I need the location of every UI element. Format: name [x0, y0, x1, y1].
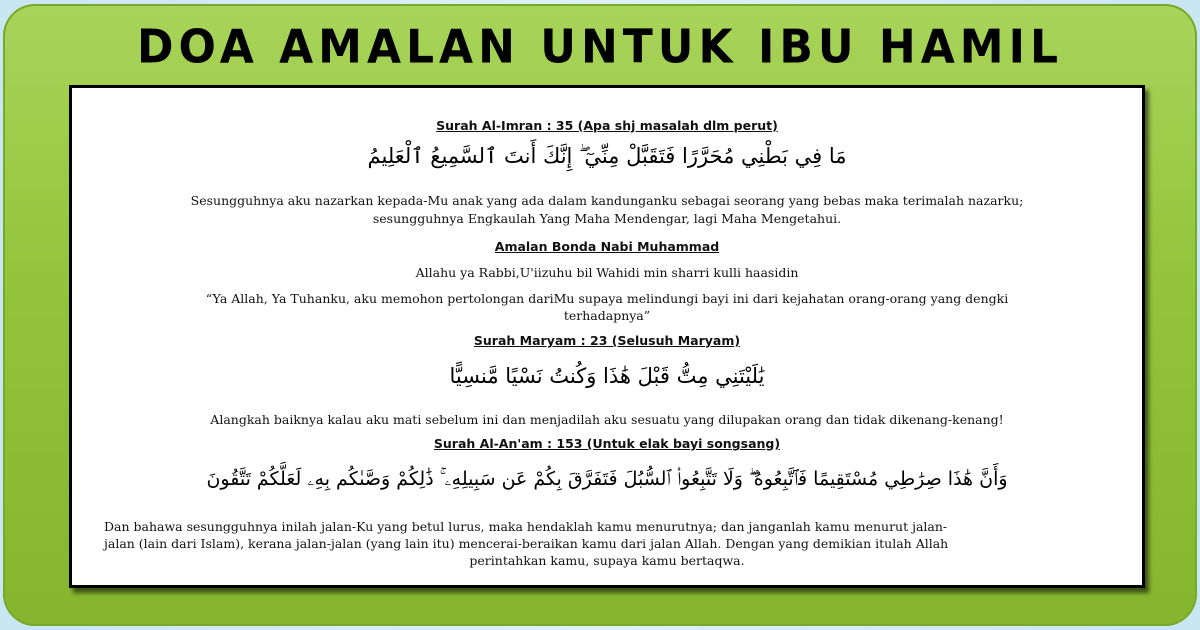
page-title: DOA AMALAN UNTUK IBU HAMIL [137, 20, 1063, 75]
transliteration-amalan-bonda: Allahu ya Rabbi,U'iizuhu bil Wahidi min sharri kulli haasidin [415, 265, 799, 280]
translation-al-imran-line1: Sesungguhnya aku nazarkan kepada-Mu anak yang ada dalam kandunganku sebagai seorang yang bebas maka terimalah nazarku; [190, 193, 1024, 208]
section-heading-al-imran: Surah Al-Imran : 35 (Apa shj masalah dlm perut) [436, 118, 778, 133]
section-heading-maryam: Surah Maryam : 23 (Selusuh Maryam) [473, 333, 741, 348]
section-heading-amalan-bonda: Amalan Bonda Nabi Muhammad [494, 239, 720, 254]
translation-al-anam-line2: jalan (lain dari Islam), kerana jalan-jalan (yang lain itu) mencerai-beraikan kamu dari jalan Allah. Dengan yang demikian itulah Allah [104, 536, 949, 551]
document-card [69, 85, 1145, 588]
translation-amalan-bonda-line1: “Ya Allah, Ya Tuhanku, aku memohon pertolongan dariMu supaya melindungi bayi ini dari kejahatan orang-orang yang dengki [205, 291, 1009, 306]
translation-al-anam-line3: perintahkan kamu, supaya kamu bertaqwa. [469, 553, 745, 568]
translation-al-anam-line1: Dan bahawa sesungguhnya inilah jalan-Ku yang betul lurus, maka hendaklah kamu menurutnya; dan janganlah kamu menurut jalan- [104, 519, 948, 534]
section-heading-al-anam: Surah Al-An'am : 153 (Untuk elak bayi songsang) [433, 436, 781, 451]
arabic-verse-maryam: يَٰلَيْتَنِي مِتُّ قَبْلَ هَٰذَا وَكُنتُ نَسْيًا مَّنسِيًّا [449, 364, 765, 388]
arabic-verse-al-imran: مَا فِي بَطْنِي مُحَرَّرًا فَتَقَبَّلْ مِنِّيٓ ۖ إِنَّكَ أَنتَ ٱلسَّمِيعُ ٱلْعَلِيمُ [367, 144, 847, 168]
translation-amalan-bonda-line2: terhadapnya” [563, 308, 651, 323]
translation-al-imran-line2: sesungguhnya Engkaulah Yang Maha Mendengar, lagi Maha Mengetahui. [372, 211, 842, 226]
arabic-verse-al-anam: وَأَنَّ هَٰذَا صِرَٰطِي مُسْتَقِيمًا فَٱتَّبِعُوهُ ۖ وَلَا تَتَّبِعُوا۟ ٱلسُّبُلَ فَتَفَرَّقَ بِكُمْ عَن سَبِيلِهِۦ ۚ ذَٰلِكُمْ وَصَّىٰكُم بِهِۦ لَعَلَّكُمْ تَتَّقُونَ [206, 468, 1008, 490]
translation-maryam: Alangkah baiknya kalau aku mati sebelum ini dan menjadilah aku sesuatu yang dilupakan orang dan tidak dikenang-kenang! [210, 412, 1004, 427]
